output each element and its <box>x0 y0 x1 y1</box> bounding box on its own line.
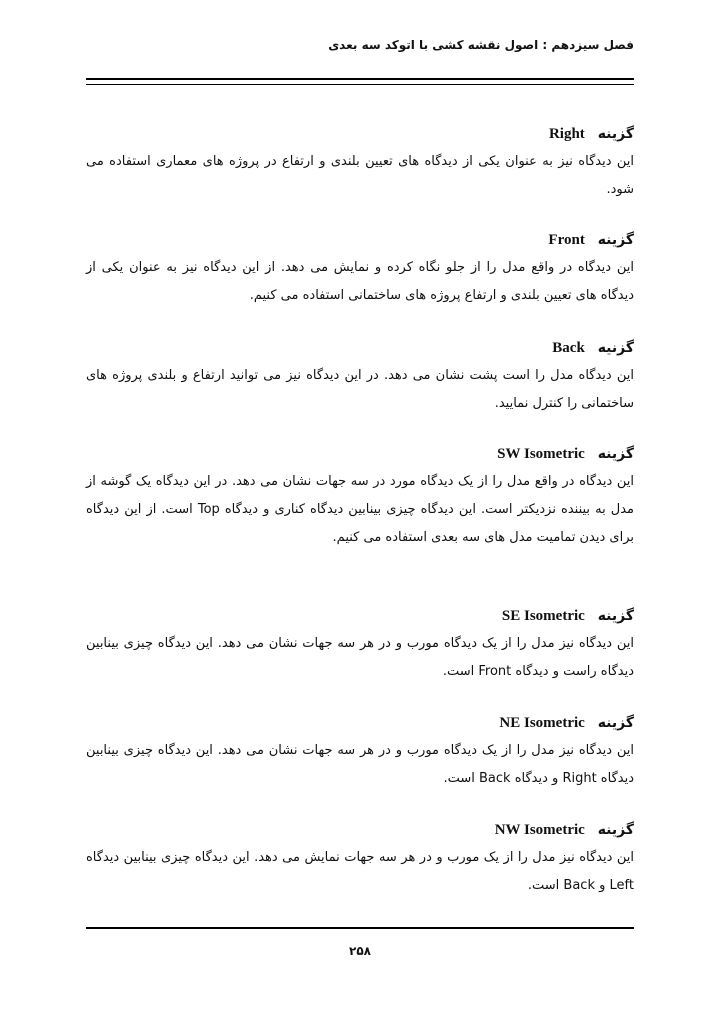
section-heading <box>86 338 634 358</box>
section-body: این دیدگاه نیز مدل را از یک دیدگاه مورب و در هر سه جهات نشان می دهد. این دیدگاه چیزی بینابین دیدگاه راست و دیدگاه Front است. <box>86 636 634 679</box>
heading-label: گزینه <box>597 126 634 142</box>
chapter-title: فصل سیزدهم : اصول نقشه کشی با اتوکد سه بعدی <box>328 38 634 52</box>
heading-option: Back <box>552 340 585 356</box>
heading-option: NE Isometric <box>499 715 585 731</box>
heading-option: SW Isometric <box>497 446 585 462</box>
section-nw-isometric <box>86 820 634 900</box>
section-sw-isometric <box>86 444 634 552</box>
section-heading <box>86 713 634 733</box>
section-body: این دیدگاه مدل را است پشت نشان می دهد. در این دیدگاه نیز می توانید ارتفاع و بلندی پروژه های ساختمانی را کنترل نمایید. <box>86 368 634 411</box>
section-body: این دیدگاه نیز به عنوان یکی از دیدگاه های تعیین بلندی و ارتفاع در پروژه های معماری استفاده می شود. <box>86 154 634 197</box>
section-right <box>86 124 634 204</box>
heading-option: Front <box>548 232 585 248</box>
section-body: این دیدگاه در واقع مدل را از یک دیدگاه مورد در سه جهات نشان می دهد. در این دیدگاه یک گوشه از مدل به بیننده نزدیکتر است. این دیدگاه چیزی بینابین دیدگاه کناری و دیدگاه Top است. از این دیدگاه برای دیدن تمامیت مدل های سه بعدی استفاده می کنیم. <box>86 474 634 545</box>
heading-option: SE Isometric <box>501 608 585 624</box>
heading-label: گزینه <box>597 446 634 462</box>
section-body: این دیدگاه نیز مدل را از یک مورب و در هر سه جهات نمایش می دهد. این دیدگاه چیزی بینابین دیدگاه Left و Back است. <box>86 850 634 893</box>
section-body: این دیدگاه در واقع مدل را از جلو نگاه کرده و نمایش می دهد. از این دیدگاه نیز به عنوان یکی از دیدگاه های تعیین بلندی و ارتفاع پروژه های ساختمانی استفاده می کنیم. <box>86 260 634 303</box>
section-heading <box>86 820 634 840</box>
header-rule-thick <box>86 78 634 80</box>
heading-label: گزینه <box>597 715 634 731</box>
section-heading <box>86 230 634 250</box>
footer-rule <box>86 927 634 929</box>
heading-label: گزینه <box>597 608 634 624</box>
heading-label: گزینه <box>597 232 634 248</box>
heading-option: NW Isometric <box>494 822 585 838</box>
section-heading <box>86 606 634 626</box>
heading-option: Right <box>548 126 585 142</box>
section-heading <box>86 124 634 144</box>
heading-label: گزینه <box>597 822 634 838</box>
page-number: ۲۵۸ <box>349 944 371 958</box>
section-ne-isometric <box>86 713 634 793</box>
section-se-isometric <box>86 606 634 686</box>
section-front <box>86 230 634 310</box>
section-back <box>86 338 634 418</box>
header-rule-thin <box>86 84 634 85</box>
section-body: این دیدگاه نیز مدل را از یک دیدگاه مورب و در هر سه جهات نشان می دهد. این دیدگاه چیزی بینابین دیدگاه Right و دیدگاه Back است. <box>86 743 634 786</box>
section-heading <box>86 444 634 464</box>
heading-label: گزنیه <box>597 340 634 356</box>
